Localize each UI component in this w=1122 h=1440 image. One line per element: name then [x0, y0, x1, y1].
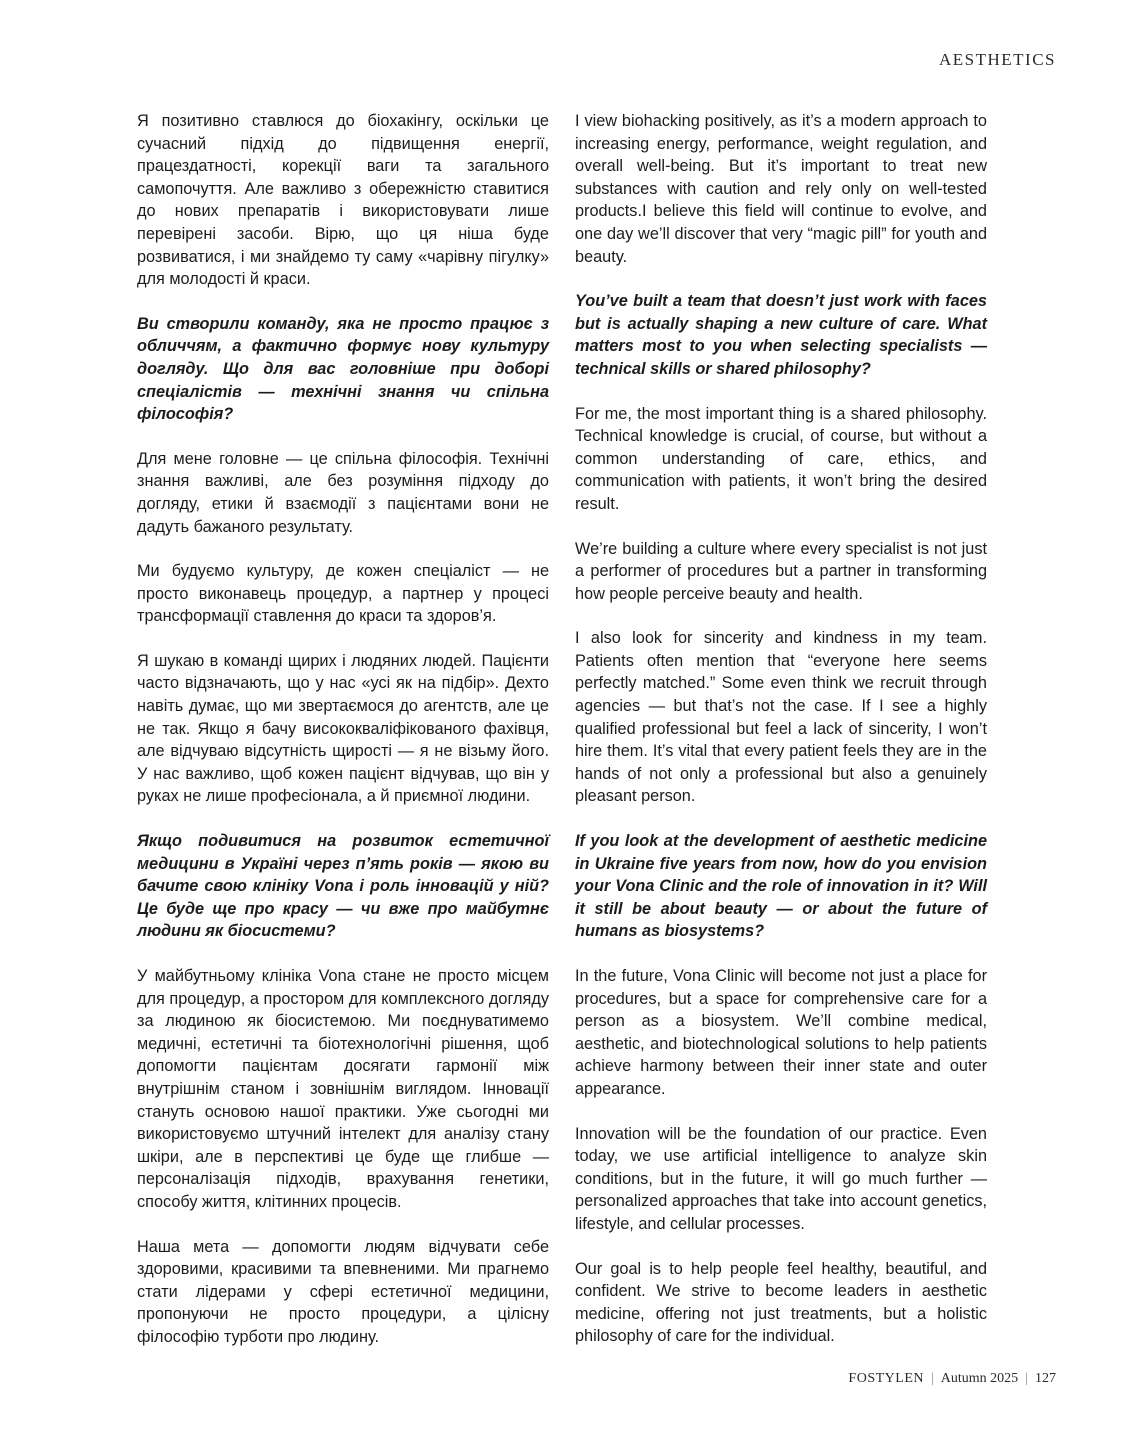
answer-paragraph: Innovation will be the foundation of our practice. Even today, we use artificial intelligence to analyze skin conditions, but in the future, it will go much further — personalized approaches that take into account genetics, lifestyle, and cellular processes.	[575, 1124, 987, 1233]
question-paragraph: If you look at the development of aesthetic medicine in Ukraine five years from now, how do you envision your Vona Clinic and the role of innovation in it? Will it still be about beauty — or about the future of humans as biosystems?	[575, 832, 987, 941]
page-footer	[848, 1371, 1056, 1387]
ukrainian-column	[137, 110, 549, 1371]
answer-paragraph: In the future, Vona Clinic will become not just a place for procedures, but a space for comprehensive care for a person as a biosystem. We’ll combine medical, aesthetic, and biotechnological solutions to help patients achieve harmony between their inner state and outer appearance.	[575, 967, 987, 1098]
question-paragraph: You’ve built a team that doesn’t just work with faces but is actually shaping a new culture of care. What matters most to you when selecting specialists — technical skills or shared philosophy?	[575, 292, 987, 378]
answer-paragraph: Для мене головне — це спільна філософія. Технічні знання важливі, але без розуміння підходу до догляду, етики й взаємодії з пацієнтами вони не дадуть бажаного результату.	[137, 449, 549, 536]
question-paragraph: Якщо подивитися на розвиток естетичної медицини в Україні через п’ять років — якою ви бачите свою клініку Vona і роль інновацій у ній? Це буде ще про красу — чи вже про майбутнє людини як біосистеми?	[137, 832, 549, 941]
answer-paragraph: I view biohacking positively, as it’s a modern approach to increasing energy, performance, weight regulation, and overall well-being. But it’s important to treat new substances with caution and rely only on well-tested products.I believe this field will continue to evolve, and one day we’ll discover that very “magic pill” for youth and beauty.	[575, 112, 987, 266]
answer-paragraph: I also look for sincerity and kindness in my team. Patients often mention that “everyone here seems perfectly matched.” Some even think we recruit through agencies — but that’s not the case. If I see a highly qualified professional but feel a lack of sincerity, I won’t hire them. It’s vital that every patient feels they are in the hands of not only a professional but also a genuinely pleasant person.	[575, 629, 987, 806]
footer-separator: |	[1025, 1371, 1028, 1386]
answer-paragraph: Ми будуємо культуру, де кожен спеціаліст — не просто виконавець процедур, а партнер у процесі трансформації ставлення до краси та здоров’я.	[137, 562, 549, 626]
question-paragraph: Ви створили команду, яка не просто працює з обличчям, а фактично формує нову культуру догляду. Що для вас головніше при доборі спеціалістів — технічні знання чи спільна філософія?	[137, 314, 549, 424]
answer-paragraph: Наша мета — допомогти людям відчувати себе здоровими, красивими та впевненими. Ми прагнемо стати лідерами у сфері естетичної медицини, пропонуючи не просто процедури, а цілісну філософію турботи про людину.	[137, 1237, 549, 1346]
english-column	[575, 110, 987, 1370]
magazine-name: FOSTYLEN	[848, 1371, 924, 1386]
page-number: 127	[1035, 1371, 1056, 1386]
footer-separator: |	[930, 1371, 934, 1386]
answer-paragraph: У майбутньому клініка Vona стане не просто місцем для процедур, а простором для комплексного догляду за людиною як біосистемою. Ми поєднуватимемо медичні, естетичні та біотехнологічні рішення, щоб допомогти пацієнтам досягати гармонії між внутрішнім станом і зовнішнім виглядом. Інновації стануть основою нашої практики. Уже сьогодні ми використовуємо штучний інтелект для аналізу стану шкіри, але в перспективі це буде ще глибше — персоналізація підходів, врахування генетики, способу життя, клітинних процесів.	[137, 967, 549, 1211]
answer-paragraph: Я шукаю в команді щирих і людяних людей. Пацієнти часто відзначають, що у нас «усі як на підбір». Дехто навіть думає, що ми звертаємося до агентств, але це не так. Якщо я бачу висококваліфікованого фахівця, але відчуваю відсутність щирості — я не візьму його. У нас важливо, щоб кожен пацієнт відчував, що він у руках не лише професіонала, а й приємної людини.	[137, 651, 549, 806]
answer-paragraph: We’re building a culture where every specialist is not just a performer of procedures but a partner in transforming how people perceive beauty and health.	[575, 539, 987, 603]
issue-label: Autumn 2025	[940, 1371, 1019, 1386]
answer-paragraph: Я позитивно ставлюся до біохакінгу, оскільки це сучасний підхід до підвищення енергії, працездатності, корекції ваги та загального самопочуття. Але важливо з обережністю ставитися до нових препаратів і використовувати лише перевірені засоби. Вірю, що ця ніша буде розвиватися, і ми знайдемо ту саму «чарівну пігулку» для молодості й краси.	[137, 112, 549, 289]
answer-paragraph: Our goal is to help people feel healthy, beautiful, and confident. We strive to become leaders in aesthetic medicine, offering not just treatments, but a holistic philosophy of care for the individual.	[575, 1259, 987, 1346]
answer-paragraph: For me, the most important thing is a shared philosophy. Technical knowledge is crucial, of course, but without a common understanding of care, ethics, and communication with patients, it won’t bring the desired result.	[575, 404, 987, 513]
section-label: AESTHETICS	[939, 50, 1056, 69]
